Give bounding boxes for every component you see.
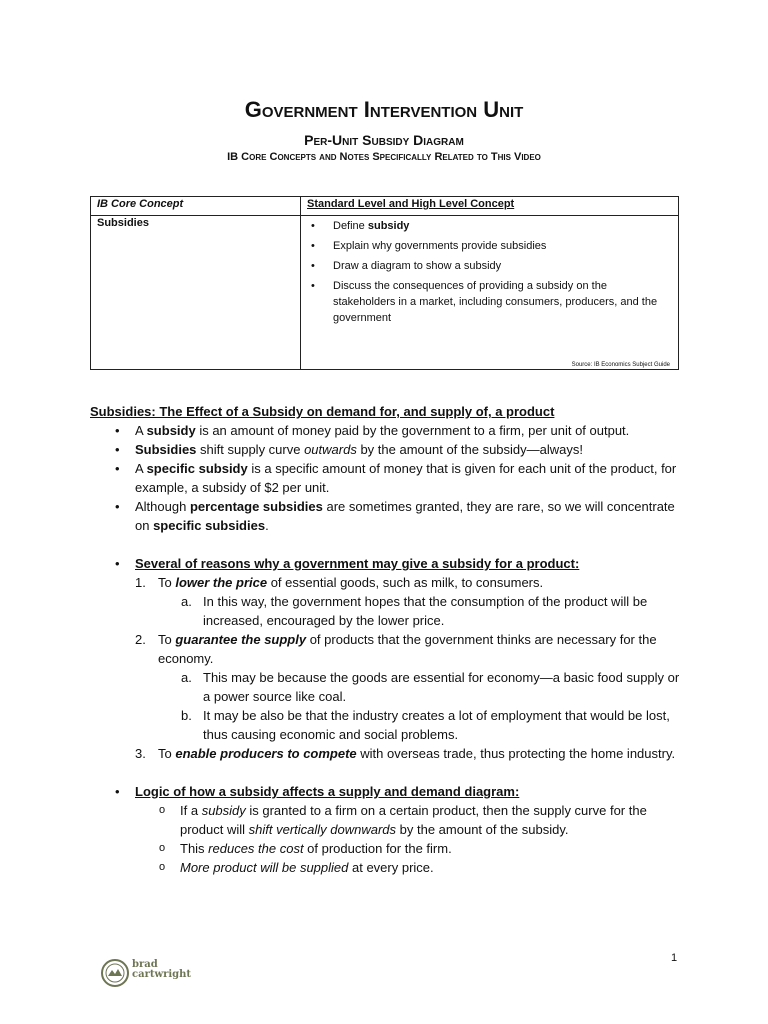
list-item: • Subsidies shift supply curve outwards by the amount of the subsidy—always!: [135, 440, 690, 459]
source-note: Source: IB Economics Subject Guide: [571, 362, 670, 368]
list-item: • Explain why governments provide subsidies: [333, 238, 672, 254]
col-header-core-concept: IB Core Concept: [91, 197, 301, 216]
document-title: Government Intervention Unit: [244, 97, 524, 122]
section-title: Several of reasons why a government may give a subsidy for a product:: [135, 556, 580, 571]
logo-text: brad cartwright: [132, 959, 192, 980]
list-item: [135, 554, 690, 763]
reasons-list: [135, 573, 690, 763]
list-item: • Draw a diagram to show a subsidy: [333, 258, 672, 274]
core-concept-table: [90, 196, 679, 370]
list-item: a. This may be because the goods are essential for economy—a basic food supply or a power source like coal.: [181, 670, 680, 704]
brand-logo: [100, 958, 190, 990]
list-item: 3. To enable producers to compete with overseas trade, thus protecting the home industry.: [135, 746, 676, 761]
sub-list: [158, 592, 690, 630]
logic-list: [135, 801, 690, 877]
section-title: Logic of how a subsidy affects a supply and demand diagram:: [135, 784, 520, 799]
document-subsubtitle: IB Core Concepts and Notes Specifically Related to This Video: [227, 151, 541, 163]
list-item: o If a subsidy is granted to a firm on a certain product, then the supply curve for the product will shift vertically downwards by the amount of the subsidy.: [180, 801, 690, 839]
sub-list: [158, 668, 690, 744]
page-number: 1: [671, 952, 678, 964]
list-item: [135, 782, 690, 877]
concept-cell: Subsidies: [91, 216, 301, 370]
points-cell: [301, 216, 679, 370]
subsidy-definitions-list: [90, 421, 690, 535]
list-item: • Define subsidy: [333, 218, 672, 234]
logic-section: [90, 782, 690, 877]
col-header-level-concept: Standard Level and High Level Concept: [301, 197, 679, 216]
table-header-row: [91, 197, 679, 216]
table-row: [91, 216, 679, 370]
list-item: b. It may be also be that the industry creates a lot of employment that would be lost, thus causing economic and social problems.: [181, 708, 670, 742]
list-item: o This reduces the cost of production for the firm.: [180, 839, 690, 858]
list-item: o More product will be supplied at every price.: [180, 858, 690, 877]
logo-emblem-icon: [100, 958, 130, 988]
list-item: 1. To lower the price of essential goods, such as milk, to consumers. a. In this way, the government hopes that the consumption of the product will be increased, encouraged by the lower price.: [158, 573, 690, 630]
list-item: • Discuss the consequences of providing a subsidy on the stakeholders in a market, including consumers, producers, and the government: [333, 278, 672, 326]
concept-points-list: [307, 218, 672, 326]
section-title: Subsidies: The Effect of a Subsidy on demand for, and supply of, a product: [90, 404, 555, 419]
document-body: [90, 402, 690, 877]
list-item: • Although percentage subsidies are sometimes granted, they are rare, so we will concentrate on specific subsidies.: [135, 497, 690, 535]
list-item: 2. To guarantee the supply of products that the government thinks are necessary for the economy. a. This may be because the goods are essential for economy—a basic food supply or a power source like coal. b. It may be also be that the industry creates a lot of employment that would be lost, thus causing economic and social problems.: [158, 630, 690, 744]
document-subtitle: Per-Unit Subsidy Diagram: [304, 132, 464, 148]
reasons-section: [90, 554, 690, 763]
list-item: • A specific subsidy is a specific amount of money that is given for each unit of the product, for example, a subsidy of $2 per unit.: [135, 459, 690, 497]
list-item: • A subsidy is an amount of money paid by the government to a firm, per unit of output.: [135, 421, 690, 440]
list-item: a. In this way, the government hopes that the consumption of the product will be increased, encouraged by the lower price.: [181, 594, 648, 628]
